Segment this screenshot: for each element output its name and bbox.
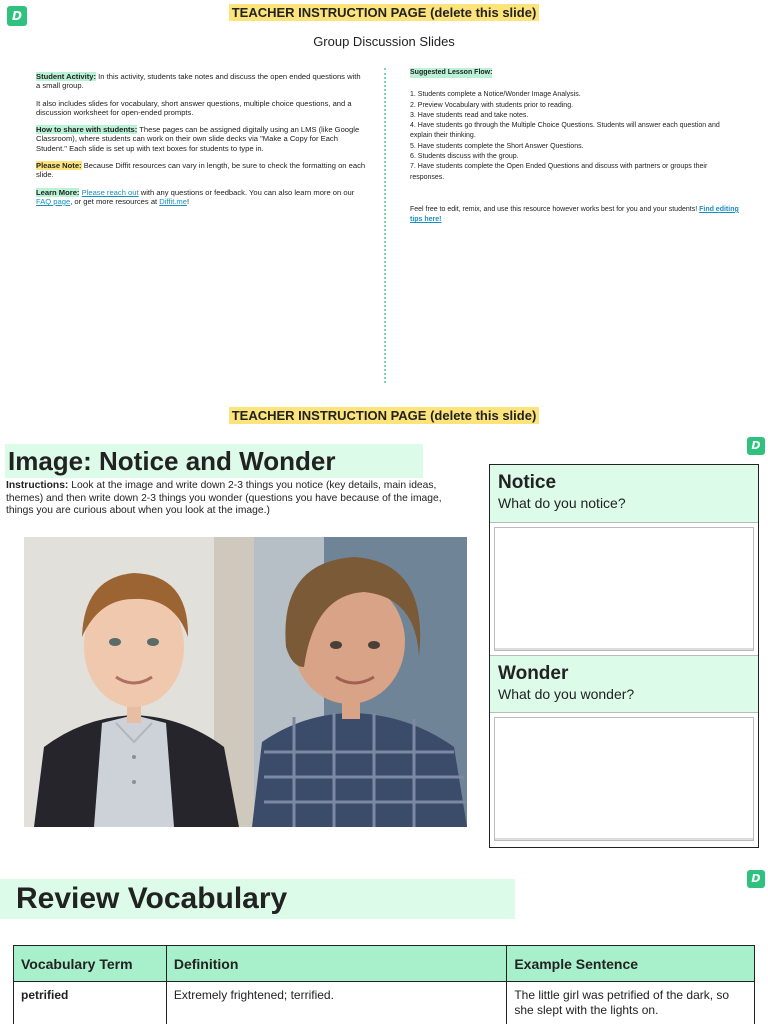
wonder-question: What do you wonder?: [498, 686, 635, 702]
column-header-example: Example Sentence: [507, 946, 755, 982]
list-item: 1. Students complete a Notice/Wonder Image Analysis.: [410, 91, 581, 99]
slide-subtitle: Group Discussion Slides: [313, 34, 455, 49]
vocab-example-cell[interactable]: The little girl was petrified of the dark, so she slept with the lights on.: [507, 982, 755, 1024]
notice-wonder-panel: [489, 464, 759, 848]
note-label: Please Note:: [36, 161, 82, 171]
learn-more-text-2: , or get more resources at: [70, 196, 160, 206]
reach-out-link[interactable]: Please reach out: [81, 187, 139, 197]
list-item: 4. Have students go through the Multiple Choice Questions. Students will answer each question and explain their thinking.: [410, 122, 720, 140]
instructions-label: Instructions:: [6, 480, 69, 491]
learn-more-text-3: !: [186, 196, 190, 206]
column-divider: [384, 68, 386, 383]
diffit-logo-icon: D: [7, 6, 27, 26]
table-header-row: [14, 946, 755, 982]
teacher-instruction-footer: [0, 408, 768, 423]
teacher-instruction-header: [0, 5, 768, 20]
notice-title: Notice: [498, 472, 557, 493]
student-activity-paragraph: [36, 72, 366, 91]
list-item: 3. Have students read and take notes.: [410, 111, 529, 119]
student-activity-text: In this activity, students take notes and discuss the open ended questions with a small group.: [36, 72, 361, 91]
table-row: [14, 982, 755, 1024]
vocab-definition-cell[interactable]: Extremely frightened; terrified.: [166, 982, 506, 1024]
wonder-header: [490, 655, 758, 713]
list-item: 5. Have students complete the Short Answer Questions.: [410, 142, 584, 150]
learn-more-text-1: with any questions or feedback. You can also learn more on our: [138, 187, 355, 197]
column-header-term: Vocabulary Term: [14, 946, 167, 982]
list-item: 7. Have students complete the Open Ended Questions and discuss with partners or groups their responses.: [410, 163, 708, 181]
instructions-text: Look at the image and write down 2-3 things you notice (key details, main ideas, themes) and then write down 2-3 things you wonder (questions you have because of the image, things you are curious about when you look at the image.): [6, 480, 442, 516]
note-text: Because Diffit resources can vary in length, be sure to check the formatting on each slide.: [36, 161, 366, 180]
faq-page-link[interactable]: FAQ page: [36, 196, 71, 206]
slide-title: Review Vocabulary: [0, 879, 515, 919]
share-label: How to share with students:: [36, 125, 138, 135]
notice-text-box[interactable]: [494, 527, 754, 651]
lesson-flow-list: [410, 90, 740, 183]
student-activity-label: Student Activity:: [36, 72, 97, 81]
notice-question: What do you notice?: [498, 495, 626, 511]
footer-text: TEACHER INSTRUCTION PAGE (delete this slide): [229, 407, 540, 424]
vocab-term-cell[interactable]: petrified: [14, 982, 167, 1024]
notice-wonder-slide: [0, 430, 768, 860]
header-text: TEACHER INSTRUCTION PAGE (delete this slide): [229, 4, 540, 21]
closing-text: Feel free to edit, remix, and use this resource however works best for you and your students!: [410, 205, 700, 213]
teacher-instruction-slide: [0, 0, 768, 423]
closing-paragraph: [410, 205, 740, 226]
lesson-flow-title: Suggested Lesson Flow:: [410, 68, 492, 78]
lesson-flow-column: [410, 68, 740, 226]
share-text: These pages can be assigned digitally using an LMS (like Google Classroom), where students can work on their own slide decks via "Make a Copy for Each Student." Each slide is set up with text boxes for students to type in.: [36, 125, 360, 153]
notice-header: [490, 465, 758, 523]
wonder-text-box[interactable]: [494, 717, 754, 841]
editing-tips-link[interactable]: Find editing tips here!: [410, 205, 739, 224]
diffit-me-link[interactable]: Diffit.me: [159, 196, 187, 206]
learn-more-label: Learn More:: [36, 187, 80, 197]
list-item: 6. Students discuss with the group.: [410, 153, 519, 161]
note-paragraph: [36, 161, 366, 180]
photo-illustration: [24, 537, 467, 827]
two-boys-photo: [24, 537, 467, 827]
vocabulary-table: [13, 945, 755, 1024]
review-vocabulary-slide: [0, 864, 768, 1024]
instructions-paragraph: [6, 480, 466, 518]
share-paragraph: [36, 125, 366, 153]
list-item: 2. Preview Vocabulary with students prior to reading.: [410, 101, 574, 109]
instructions-left-column: [36, 72, 366, 214]
wonder-title: Wonder: [498, 663, 569, 684]
includes-paragraph: It also includes slides for vocabulary, short answer questions, multiple choice questions, and a discussion worksheet for open-ended prompts.: [36, 98, 352, 117]
diffit-logo-icon: D: [747, 437, 765, 455]
column-header-definition: Definition: [166, 946, 506, 982]
diffit-logo-icon: D: [747, 870, 765, 888]
slide-title: Image: Notice and Wonder: [5, 444, 423, 478]
learn-more-paragraph: [36, 188, 366, 207]
